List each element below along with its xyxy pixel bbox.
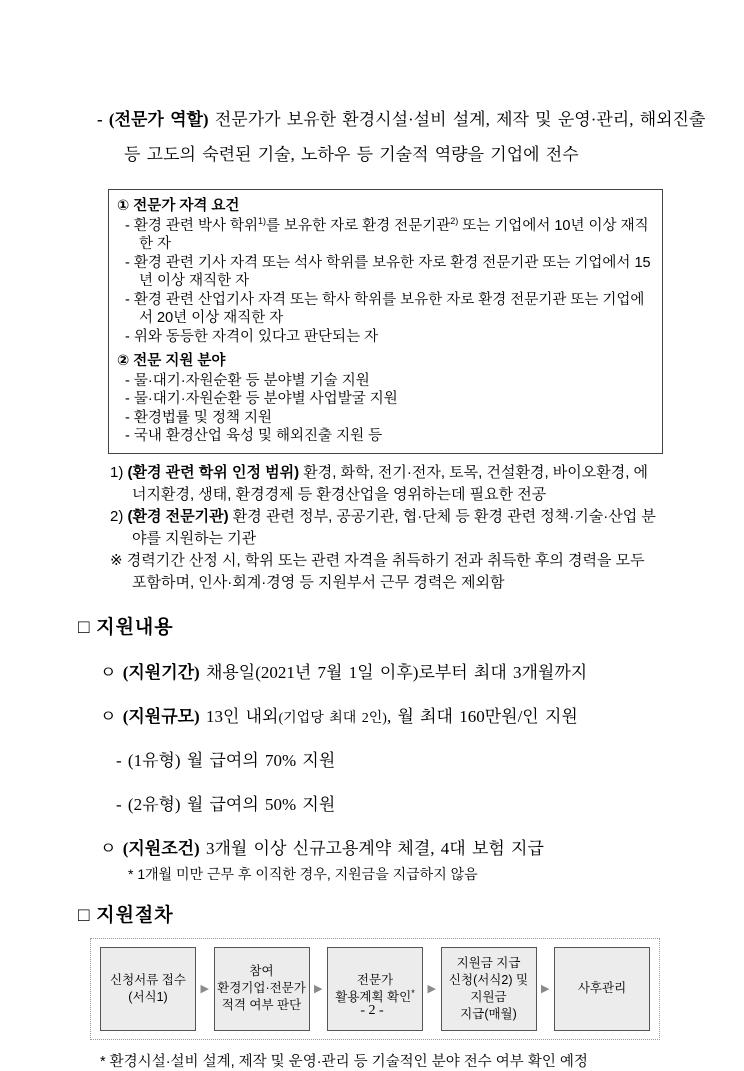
support-field-item: - 환경법률 및 정책 지원 (125, 409, 273, 426)
support-field-item: - 국내 환경산업 육성 및 해외진출 지원 등 (125, 428, 383, 444)
support-condition-text: 3개월 이상 신규고용계약 체결, 4대 보험 지급 (199, 838, 544, 858)
support-condition-note: * 1개월 미만 근무 후 이직한 경우, 지원금을 지급하지 않음 (128, 865, 478, 882)
arrow-right-icon: ▶ (541, 982, 550, 995)
qualification-item: - 위와 동등한 자격이 있다고 판단되는 자 (125, 328, 379, 345)
footnote-1-label: (환경 관련 학위 인정 범위) (127, 463, 300, 481)
support-field-section (117, 352, 652, 446)
flow-step-line: 신청서류 접수 (110, 972, 186, 987)
qualification-box (108, 189, 663, 454)
flow-step-line: 사후관리 (577, 981, 627, 995)
asterisk-ref: * (411, 987, 415, 998)
qualification-item-text: - 환경 관련 박사 학위 (125, 217, 258, 234)
support-scale-small-text: (기업당 최대 2인) (278, 710, 387, 726)
circle-bullet: ㅇ (100, 838, 123, 858)
footnote-2-text: 환경 관련 정부, 공공기관, 협·단체 등 환경 관련 정책·기술·산업 분야를 지원하는 기관 (132, 507, 656, 547)
footnote-1-text: 환경, 화학, 전기·전자, 토목, 건설환경, 바이오환경, 에너지환경, 생태, 환경경제 등 환경산업을 영위하는데 필요한 전공 (132, 463, 649, 503)
flow-step-line: 전문가 (356, 972, 394, 987)
support-scale-text: , 월 최대 160만원/인 지원 (386, 706, 578, 726)
flow-step-line-text: 활용계획 확인 (335, 989, 412, 1004)
procedure-flowchart (90, 938, 660, 1040)
qualification-item (125, 217, 652, 254)
support-period-item (100, 658, 666, 683)
qualification-section (117, 197, 652, 346)
procedure-heading: □ 지원절차 (78, 904, 174, 926)
support-period-label: (지원기간) (122, 662, 200, 682)
flow-step-line: 적격 여부 판단 (221, 998, 302, 1012)
flow-step-line: 지급(매월) (460, 1006, 517, 1021)
flow-step-line: 참여 (249, 964, 274, 978)
footnote-1-number: 1) (110, 463, 128, 481)
support-type1-item: - (1유형) 월 급여의 70% 지원 (116, 750, 336, 770)
footnote-note (110, 550, 662, 594)
arrow-right-icon: ▶ (200, 982, 209, 995)
footnote-1 (110, 462, 662, 506)
arrow-right-icon: ▶ (314, 982, 323, 995)
footnote-ref-2: 2) (450, 215, 459, 226)
flow-step-line: 환경기업·전문가 (217, 981, 306, 995)
flow-step-line: 지원금 지급 (456, 955, 521, 970)
page-number: - 2 - (360, 1003, 384, 1018)
qualification-item: - 환경 관련 산업기사 자격 또는 학사 학위를 보유한 자로 환경 전문기관 또는 기업에서 20년 이상 재직한 자 (125, 291, 645, 326)
footnote-2-label: (환경 전문기관) (127, 507, 229, 525)
qualification-item-text: 또는 기업에서 10년 이상 재직한 자 (139, 217, 649, 252)
qualification-item: - 환경 관련 기사 자격 또는 석사 학위를 보유한 자로 환경 전문기관 또는 기업에서 15년 이상 재직한 자 (125, 254, 651, 289)
flow-step-line: (서식1) (128, 989, 168, 1004)
procedure-note: * 환경시설·설비 설계, 제작 및 운영·관리 등 기술적인 분야 전수 여부 확인 예정 (100, 1053, 588, 1070)
support-field-section-title: ② 전문 지원 분야 (117, 353, 226, 369)
support-content-heading: □ 지원내용 (78, 616, 174, 638)
flow-step-line: 지원금 (470, 989, 507, 1004)
circle-bullet: ㅇ (100, 662, 123, 682)
support-field-item: - 물·대기·자원순환 등 분야별 기술 지원 (125, 372, 370, 389)
footnote-2-number: 2) (110, 507, 128, 525)
support-scale-item (100, 702, 666, 727)
support-field-item: - 물·대기·자원순환 등 분야별 사업발굴 지원 (125, 391, 398, 407)
expert-role-label: - (전문가 역할) (97, 110, 209, 129)
footnote-2 (110, 506, 662, 550)
support-scale-label: (지원규모) (122, 706, 200, 726)
support-scale-text: 13인 내외 (199, 706, 279, 726)
footnote-note-text: 경력기간 산정 시, 학위 또는 관련 자격을 취득하기 전과 취득한 후의 경력을 모두 포함하며, 인사·회계·경영 등 지원부서 근무 경력은 제외함 (126, 551, 645, 591)
qualification-item-text: 를 보유한 자로 환경 전문기관 (266, 217, 451, 234)
support-condition-label: (지원조건) (122, 838, 200, 858)
footnote-note-marker: ※ (110, 551, 127, 569)
flow-step-line: 신청(서식2) 및 (448, 972, 529, 987)
support-condition-item (100, 834, 666, 859)
footnote-ref-1: 1) (258, 215, 267, 226)
circle-bullet: ㅇ (100, 706, 123, 726)
footnotes-block (110, 462, 662, 594)
qualification-section-title: ① 전문가 자격 요건 (117, 198, 240, 214)
expert-role-paragraph (97, 102, 706, 172)
arrow-right-icon: ▶ (427, 982, 436, 995)
support-type2-item: - (2유형) 월 급여의 50% 지원 (116, 794, 336, 814)
support-period-text: 채용일(2021년 7월 1일 이후)로부터 최대 3개월까지 (199, 662, 588, 682)
expert-role-text: 전문가가 보유한 환경시설·설비 설계, 제작 및 운영·관리, 해외진출 등 고도의 숙련된 기술, 노하우 등 기술적 역량을 기업에 전수 (124, 110, 706, 164)
